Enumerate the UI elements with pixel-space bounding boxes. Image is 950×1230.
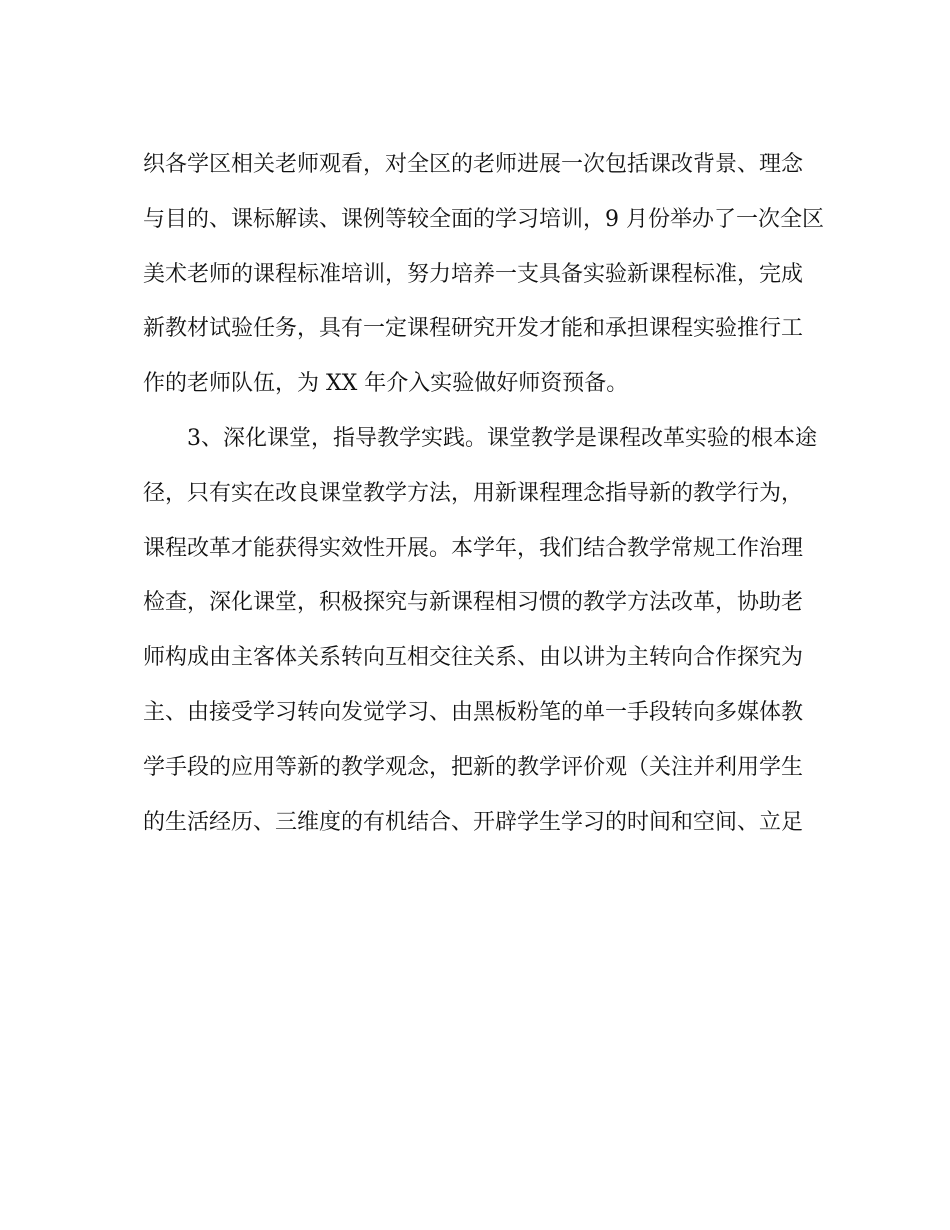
paragraph-start-line: 3、深化课堂，指导教学实践。课堂教学是课程改革实验的根本途	[187, 425, 817, 451]
text-line: 主、由接受学习转向发觉学习、由黑板粉笔的单一手段转向多媒体教	[143, 699, 804, 725]
text-line: 检查，深化课堂，积极探究与新课程相习惯的教学方法改革，协助老	[143, 590, 804, 616]
body-text	[143, 138, 824, 850]
text-line: 与目的、课标解读、课例等较全面的学习培训，9 月份举办了一次全区	[143, 206, 824, 232]
text-line: 新教材试验任务，具有一定课程研究开发才能和承担课程实验推行工	[143, 316, 804, 342]
text-line: 织各学区相关老师观看，对全区的老师进展一次包括课改背景、理念	[143, 152, 804, 177]
text-line: 的生活经历、三维度的有机结合、开辟学生学习的时间和空间、立足	[143, 809, 804, 835]
text-line: 径，只有实在改良课堂教学方法，用新课程理念指导新的教学行为，	[143, 480, 804, 506]
text-line: 学手段的应用等新的教学观念，把新的教学评价观（关注并利用学生	[143, 754, 804, 780]
text-line: 作的老师队伍，为 XX 年介入实验做好师资预备。	[143, 371, 629, 397]
text-line: 师构成由主客体关系转向互相交往关系、由以讲为主转向合作探究为	[143, 645, 804, 671]
text-line: 课程改革才能获得实效性开展。本学年，我们结合教学常规工作治理	[143, 535, 804, 561]
text-line: 美术老师的课程标准培训，努力培养一支具备实验新课程标准，完成	[143, 261, 804, 287]
